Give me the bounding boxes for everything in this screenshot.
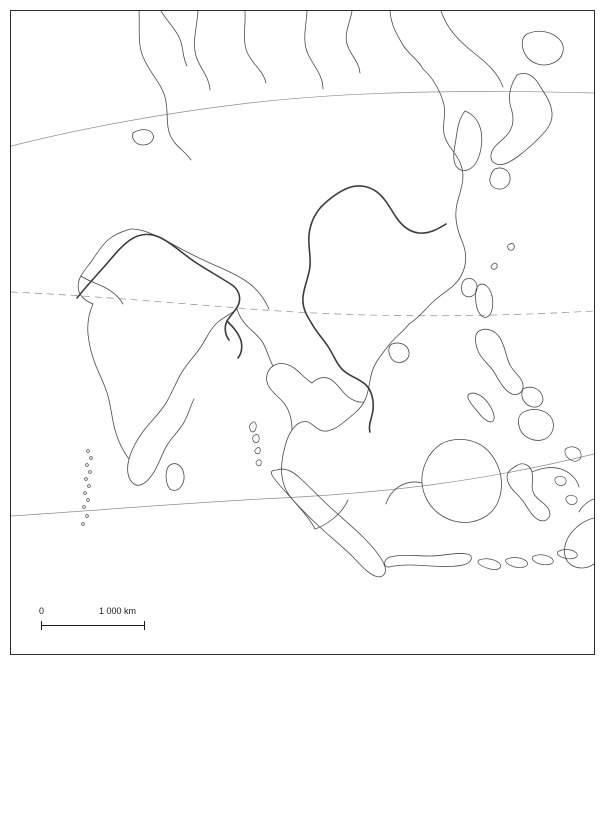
india-west-coast [88,304,129,459]
sulawesi-arm [532,468,579,487]
andaman-nicobar-islands [250,422,262,466]
scale-bar-max-label: 1 000 km [99,606,137,616]
scale-bar-tick-start [41,621,42,630]
scale-bar-tick-end [144,621,145,630]
japan-honshu [491,73,552,164]
map-canvas [11,11,594,654]
ganges-brahmaputra-river [77,234,240,340]
northern-coast-6 [390,11,423,69]
philippines-palawan [468,393,494,422]
river-layer [77,186,446,432]
yangtze-river [321,186,446,233]
upper-parallel [11,91,594,146]
northern-lake-1 [161,11,187,66]
lower-parallel [11,454,594,516]
china-coast-inlet [462,279,478,297]
japan-hokkaido [522,31,563,65]
sri-lanka [166,464,184,491]
scale-bar-rule [39,621,179,630]
korean-peninsula [454,111,482,171]
map-frame [10,10,595,655]
china-east-coast [409,69,466,324]
maldives-islands [82,450,93,526]
philippines-visayas [522,387,543,407]
japan-ryukyu-2 [491,263,497,269]
malay-peninsula-tip [315,500,348,529]
java [385,553,472,567]
northern-river-5 [346,11,360,73]
new-guinea-north [579,499,594,512]
borneo [422,439,502,522]
japan-kyushu-shikoku [490,168,510,189]
himalaya-north-india [131,229,269,309]
india-inner-1 [81,276,123,304]
philippines-luzon [476,329,524,394]
northern-asia-outline [139,11,191,160]
philippines-mindanao [518,409,553,440]
scale-bar-min-label: 0 [39,606,45,616]
northern-river-3 [244,11,266,83]
north-island-a [133,130,154,145]
mekong-delta-coast [312,378,364,403]
thailand-west-coast [267,364,312,430]
scale-bar-labels [39,606,179,620]
india-bay-of-bengal [128,309,237,485]
yangtze-upper [303,207,321,324]
lesser-sunda-islands [478,550,577,570]
hainan [389,343,409,362]
moluccas-islands [555,447,581,505]
sarawak-coast [386,482,422,504]
scale-bar [39,606,179,630]
japan-ryukyu-1 [508,243,515,250]
scale-bar-line [41,625,145,626]
northeast-bay [441,11,503,87]
taiwan [475,284,492,317]
burma-coast [237,309,273,366]
northern-river-4 [305,11,323,89]
new-guinea [564,518,594,568]
sulawesi [507,464,550,521]
sumatra [271,469,385,577]
northern-river-2 [194,11,210,90]
